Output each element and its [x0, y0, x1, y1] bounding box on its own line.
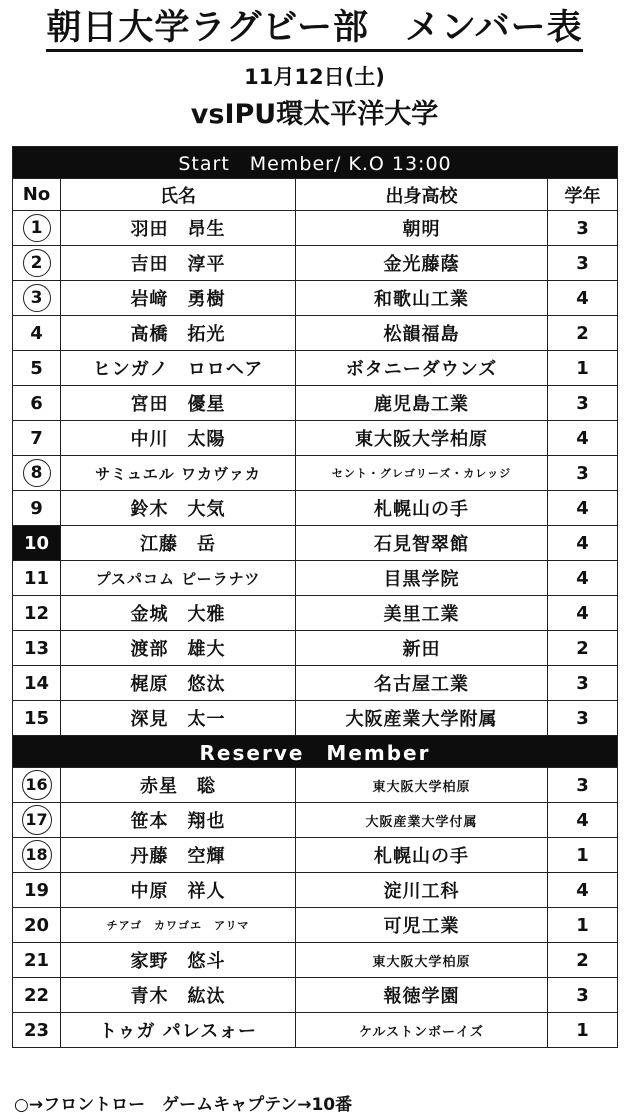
start-member-label: Start Member/ K.O 13:00	[13, 147, 618, 179]
grade: 3	[548, 701, 618, 736]
high-school: 美里工業	[296, 596, 548, 631]
number-cell: 4	[13, 316, 61, 351]
page-title-text: 朝日大学ラグビー部 メンバー表	[46, 8, 582, 52]
player-name: サミュエル ワカヴァカ	[61, 456, 296, 491]
table-row	[13, 768, 618, 803]
number-cell: 11	[13, 561, 61, 596]
high-school: 報徳学園	[296, 978, 548, 1013]
high-school: セント・グレゴリーズ・カレッジ	[296, 456, 548, 491]
player-name: 中原 祥人	[61, 873, 296, 908]
high-school: 可児工業	[296, 908, 548, 943]
player-name: 笹本 翔也	[61, 803, 296, 838]
number-cell: 9	[13, 491, 61, 526]
number-cell	[13, 768, 61, 803]
grade: 4	[548, 596, 618, 631]
high-school: 松韻福島	[296, 316, 548, 351]
grade: 4	[548, 803, 618, 838]
high-school: 東大阪大学柏原	[296, 768, 548, 803]
match-date: 11月12日(土)	[244, 65, 385, 89]
table-row	[13, 211, 618, 246]
member-table	[12, 146, 618, 1048]
table-row	[13, 1013, 618, 1048]
high-school: 鹿児島工業	[296, 386, 548, 421]
number-cell	[13, 246, 61, 281]
grade: 2	[548, 316, 618, 351]
player-name: 宮田 優星	[61, 386, 296, 421]
table-row	[13, 908, 618, 943]
table-row	[13, 666, 618, 701]
table-row	[13, 456, 618, 491]
player-name: 家野 悠斗	[61, 943, 296, 978]
table-row	[13, 246, 618, 281]
number-cell: 19	[13, 873, 61, 908]
number-cell: 23	[13, 1013, 61, 1048]
table-row	[13, 701, 618, 736]
player-name: チアゴ カワゴエ アリマ	[61, 908, 296, 943]
front-row-circle-number: 17	[22, 805, 52, 835]
front-row-circle-number: 18	[22, 840, 52, 870]
table-row	[13, 838, 618, 873]
high-school: 札幌山の手	[296, 491, 548, 526]
grade: 3	[548, 386, 618, 421]
grade: 1	[548, 351, 618, 386]
table-row	[13, 281, 618, 316]
player-name: 吉田 淳平	[61, 246, 296, 281]
table-row	[13, 596, 618, 631]
start-member-band	[13, 147, 618, 179]
player-name: 岩﨑 勇樹	[61, 281, 296, 316]
table-row	[13, 526, 618, 561]
table-row	[13, 561, 618, 596]
high-school: 札幌山の手	[296, 838, 548, 873]
footnote: ○→フロントロー ゲームキャプテン→10番	[14, 1095, 353, 1115]
front-row-circle-number: 2	[23, 249, 51, 277]
grade: 4	[548, 873, 618, 908]
high-school: 淀川工科	[296, 873, 548, 908]
player-name: 高橋 拓光	[61, 316, 296, 351]
table-row	[13, 631, 618, 666]
player-name: プスパコム ピーラナツ	[61, 561, 296, 596]
high-school: ケルストンボーイズ	[296, 1013, 548, 1048]
player-name: ヒンガノ ロロヘア	[61, 351, 296, 386]
table-row	[13, 943, 618, 978]
table-row	[13, 316, 618, 351]
high-school: 金光藤蔭	[296, 246, 548, 281]
high-school: 新田	[296, 631, 548, 666]
front-row-circle-number: 8	[23, 459, 51, 487]
high-school: 大阪産業大学附属	[296, 701, 548, 736]
grade: 3	[548, 978, 618, 1013]
grade: 4	[548, 561, 618, 596]
grade: 2	[548, 943, 618, 978]
number-cell: 6	[13, 386, 61, 421]
col-header-name: 氏名	[61, 179, 296, 211]
player-name: 中川 太陽	[61, 421, 296, 456]
number-cell: 20	[13, 908, 61, 943]
grade: 4	[548, 526, 618, 561]
number-cell: 21	[13, 943, 61, 978]
high-school: 大阪産業大学付属	[296, 803, 548, 838]
opponent-name: vsIPU環太平洋大学	[190, 99, 439, 130]
number-cell	[13, 456, 61, 491]
table-row	[13, 421, 618, 456]
grade: 1	[548, 838, 618, 873]
player-name: 青木 紘汰	[61, 978, 296, 1013]
player-name: 深見 太一	[61, 701, 296, 736]
number-cell: 5	[13, 351, 61, 386]
grade: 3	[548, 768, 618, 803]
player-name: 丹藤 空輝	[61, 838, 296, 873]
number-cell	[13, 211, 61, 246]
number-cell	[13, 803, 61, 838]
table-row	[13, 386, 618, 421]
high-school: 目黒学院	[296, 561, 548, 596]
number-cell: 7	[13, 421, 61, 456]
grade: 3	[548, 211, 618, 246]
player-name: 江藤 岳	[61, 526, 296, 561]
reserve-member-band	[13, 736, 618, 768]
player-name: 金城 大雅	[61, 596, 296, 631]
col-header-school: 出身高校	[296, 179, 548, 211]
grade: 3	[548, 456, 618, 491]
high-school: 東大阪大学柏原	[296, 421, 548, 456]
table-row	[13, 351, 618, 386]
table-row	[13, 873, 618, 908]
grade: 3	[548, 246, 618, 281]
high-school: ボタニーダウンズ	[296, 351, 548, 386]
grade: 4	[548, 281, 618, 316]
col-header-grade: 学年	[548, 179, 618, 211]
high-school: 和歌山工業	[296, 281, 548, 316]
high-school: 東大阪大学柏原	[296, 943, 548, 978]
col-header-no: No	[13, 179, 61, 211]
number-cell: 14	[13, 666, 61, 701]
number-cell: 15	[13, 701, 61, 736]
table-row	[13, 978, 618, 1013]
number-cell	[13, 281, 61, 316]
player-name: 梶原 悠汰	[61, 666, 296, 701]
grade: 1	[548, 908, 618, 943]
table-header-row	[13, 179, 618, 211]
reserve-member-label: Reserve Member	[13, 736, 618, 768]
number-cell: 12	[13, 596, 61, 631]
table-row	[13, 491, 618, 526]
player-name: 羽田 昂生	[61, 211, 296, 246]
grade: 4	[548, 421, 618, 456]
grade: 3	[548, 666, 618, 701]
player-name: 渡部 雄大	[61, 631, 296, 666]
table-row	[13, 803, 618, 838]
page-title	[0, 6, 629, 50]
high-school: 石見智翠館	[296, 526, 548, 561]
front-row-circle-number: 3	[23, 284, 51, 312]
captain-number-cell: 10	[13, 526, 61, 561]
front-row-circle-number: 16	[22, 770, 52, 800]
player-name: トゥガ パレスォー	[61, 1013, 296, 1048]
grade: 4	[548, 491, 618, 526]
high-school: 名古屋工業	[296, 666, 548, 701]
player-name: 鈴木 大気	[61, 491, 296, 526]
front-row-circle-number: 1	[23, 214, 51, 242]
grade: 1	[548, 1013, 618, 1048]
grade: 2	[548, 631, 618, 666]
number-cell: 22	[13, 978, 61, 1013]
player-name: 赤星 聡	[61, 768, 296, 803]
high-school: 朝明	[296, 211, 548, 246]
number-cell	[13, 838, 61, 873]
number-cell: 13	[13, 631, 61, 666]
